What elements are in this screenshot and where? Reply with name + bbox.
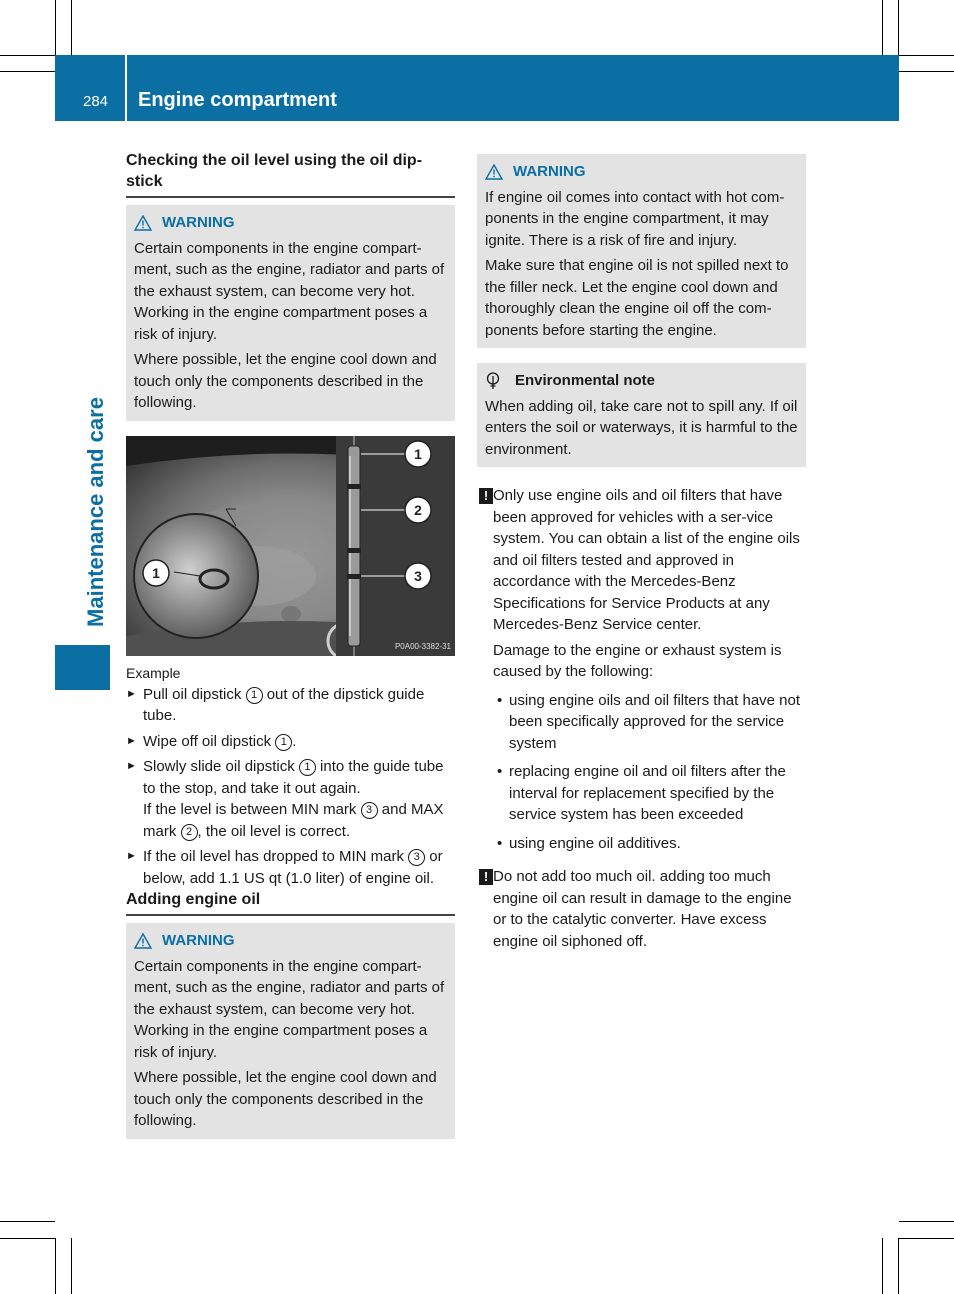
- list-item: [477, 761, 806, 826]
- numbered-marker: 1: [299, 759, 316, 776]
- warning-text: If engine oil comes into contact with hot com-ponents in the engine compartment, it may ignite. There is a risk of fire and injury.: [485, 188, 785, 249]
- warning-header: [134, 212, 447, 234]
- section-title: Adding engine oil: [126, 889, 455, 916]
- crop-mark: [0, 1221, 55, 1222]
- figure-marker-1: 1: [152, 564, 160, 581]
- crop-mark: [882, 1238, 883, 1294]
- crop-mark: [898, 0, 899, 55]
- lightbulb-icon: [485, 372, 501, 390]
- exclamation-icon: !: [479, 869, 493, 885]
- note-text: Only use engine oils and oil filters that have been approved for vehicles with a ser-vice system. You can obtain a list of the engine oils and oil filters tested and approved in accordance with the Mercedes-Benz Specifications for Service Products at any Mercedes-Benz Service center.: [493, 487, 800, 633]
- step-arrow-icon: ►: [126, 687, 137, 700]
- caution-note: [477, 866, 806, 952]
- warning-label: WARNING: [162, 932, 235, 949]
- list-item-text: using engine oils and oil filters that have not been specifically approved for the service system: [509, 691, 801, 752]
- warning-text: Where possible, let the engine cool down and touch only the components described in the following.: [134, 351, 437, 411]
- chapter-tab: [55, 645, 110, 690]
- step-text: into the guide tube to the stop, and take it out again.: [143, 758, 444, 797]
- environmental-note-header: [485, 370, 798, 392]
- figure-caption: Example: [126, 664, 181, 681]
- warning-label: WARNING: [513, 163, 586, 180]
- figure-marker-2: 2: [414, 501, 422, 518]
- list-item: [477, 690, 806, 755]
- step-text: Pull oil dipstick: [143, 685, 246, 703]
- page-title: Engine compartment: [138, 89, 337, 111]
- step-text: If the oil level has dropped to MIN mark: [143, 848, 409, 865]
- warning-triangle-icon: [134, 933, 152, 949]
- crop-mark: [0, 1238, 55, 1239]
- crop-mark: [71, 0, 72, 55]
- warning-text: Certain components in the engine compart-ment, such as the engine, radiator and parts of the exhaust system, can become very hot. Working in the engine compartment poses a risk of injury.: [134, 239, 445, 343]
- warning-text: Where possible, let the engine cool down and touch only the components described in the following.: [134, 1069, 437, 1129]
- numbered-marker: 3: [361, 802, 378, 819]
- warning-box: [126, 923, 455, 1139]
- figure-code: P0A00-3382-31: [394, 641, 451, 651]
- crop-mark: [898, 1238, 899, 1294]
- step-text: or below, add 1.1 US qt (1.0 liter) of engine oil.: [143, 848, 443, 887]
- exclamation-icon: !: [479, 488, 493, 504]
- crop-mark: [71, 1238, 72, 1294]
- header-divider: [125, 55, 127, 121]
- warning-triangle-icon: [134, 215, 152, 231]
- crop-mark: [0, 71, 55, 72]
- crop-mark: [899, 55, 954, 56]
- instruction-step: [126, 756, 455, 842]
- crop-mark: [899, 71, 954, 72]
- right-column: [477, 154, 806, 956]
- step-text: .: [292, 732, 297, 750]
- bullet-icon: •: [497, 834, 503, 852]
- list-item: [477, 833, 806, 855]
- left-column: [126, 150, 455, 1139]
- step-text: out of the dipstick guide tube.: [143, 685, 425, 724]
- warning-box: [477, 154, 806, 348]
- warning-header: [485, 161, 798, 183]
- step-arrow-icon: ►: [126, 760, 137, 772]
- warning-box: [126, 205, 455, 421]
- bullet-icon: •: [497, 691, 503, 709]
- chapter-label-text: Maintenance and care: [83, 397, 108, 627]
- crop-mark: [899, 1221, 954, 1222]
- step-arrow-icon: ►: [126, 850, 137, 862]
- warning-text: Make sure that engine oil is not spilled next to the filler neck. Let the engine cool down and thoroughly clean the engine oil off the com-ponents before starting the engine.: [485, 257, 789, 339]
- instruction-step: [126, 731, 455, 753]
- step-result: [143, 799, 455, 842]
- bullet-icon: •: [497, 763, 503, 780]
- environmental-note-box: [477, 363, 806, 467]
- environmental-note-text: When adding oil, take care not to spill any. If oil enters the soil or waterways, it is harmful to the environment.: [485, 397, 798, 458]
- page-number: 284: [83, 93, 109, 110]
- crop-mark: [55, 1238, 56, 1294]
- list-item-text: using engine oil additives.: [509, 834, 681, 852]
- figure-marker-1: 1: [414, 445, 422, 462]
- note-text: Damage to the engine or exhaust system is caused by the following:: [493, 641, 782, 680]
- numbered-marker: 1: [246, 687, 263, 704]
- numbered-marker: 3: [408, 849, 425, 866]
- engine-illustration: [126, 436, 455, 656]
- environmental-note-label: Environmental note: [515, 372, 656, 389]
- warning-triangle-icon: [485, 164, 503, 180]
- instruction-step: [126, 846, 455, 889]
- section-title: Checking the oil level using the oil dip-stick: [126, 150, 455, 198]
- warning-label: WARNING: [162, 214, 235, 231]
- warning-header: [134, 930, 447, 952]
- crop-mark: [899, 1238, 954, 1239]
- step-text: and MAX mark: [143, 801, 444, 840]
- figure-marker-3: 3: [414, 567, 422, 584]
- crop-mark: [0, 55, 55, 56]
- step-arrow-icon: ►: [126, 734, 137, 747]
- caution-note: [477, 485, 806, 683]
- engine-figure: [126, 436, 455, 656]
- step-text: If the level is between MIN mark: [143, 801, 361, 818]
- page-header: [55, 55, 899, 121]
- note-text: Do not add too much oil. adding too much engine oil can result in damage to the engine or to the catalytic converter. Have excess engine oil siphoned off.: [493, 868, 792, 950]
- crop-mark: [882, 0, 883, 55]
- instruction-step: [126, 684, 455, 727]
- numbered-marker: 1: [275, 734, 292, 751]
- list-item-text: replacing engine oil and oil filters after the interval for replacement specified by the service system has been exceeded: [509, 763, 786, 823]
- step-text: Wipe off oil dipstick: [143, 732, 276, 750]
- step-text: Slowly slide oil dipstick: [143, 758, 299, 775]
- numbered-marker: 2: [181, 824, 198, 841]
- step-text: , the oil level is correct.: [197, 822, 351, 840]
- crop-mark: [55, 0, 56, 55]
- warning-text: Certain components in the engine compart-ment, such as the engine, radiator and parts of the exhaust system, can become very hot. Working in the engine compartment poses a risk of injury.: [134, 957, 445, 1061]
